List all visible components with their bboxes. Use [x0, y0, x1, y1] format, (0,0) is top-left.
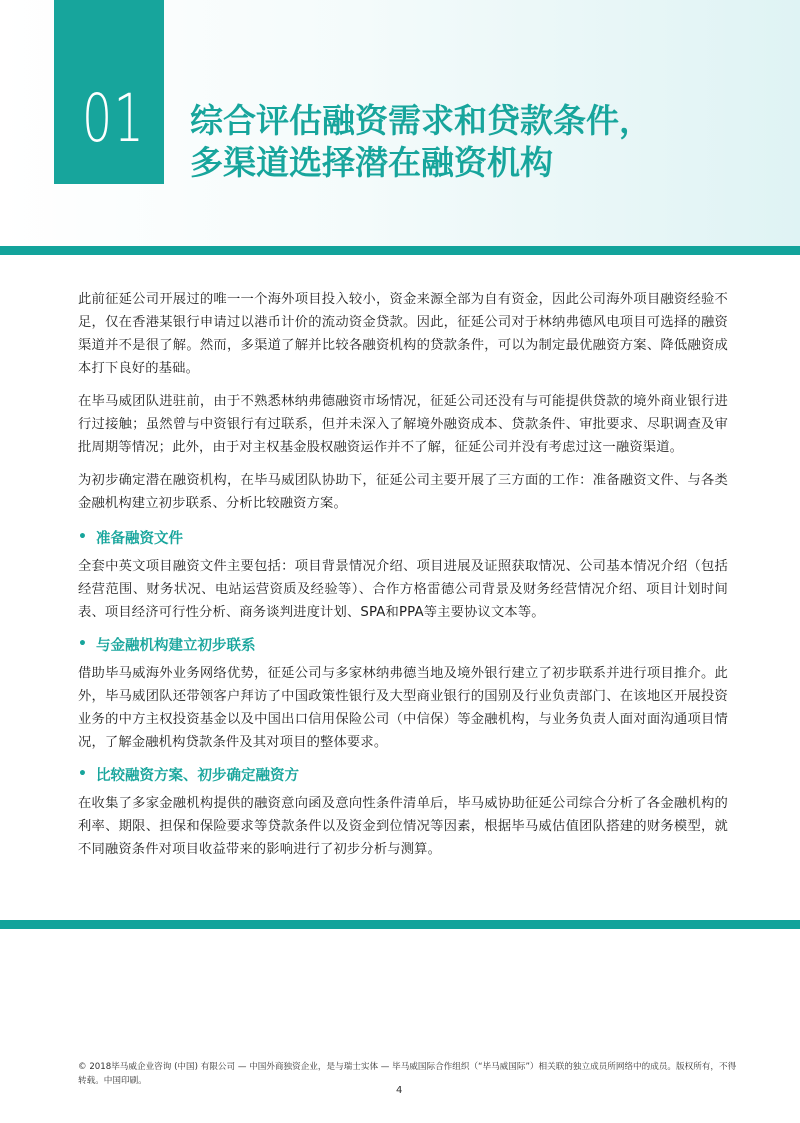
bullet-icon: •	[78, 636, 87, 652]
bottom-divider-bar	[0, 920, 800, 929]
bullet-icon: •	[78, 529, 87, 545]
top-divider-bar	[0, 246, 800, 255]
intro-paragraph-2: 在毕马威团队进驻前，由于不熟悉林纳弗德融资市场情况，征延公司还没有与可能提供贷款的境外商业银行进行过接触；虽然曾与中资银行有过联系，但并未深入了解境外融资成本、贷款条件、审批要求、尽职调查及审批周期等情况；此外，由于对主权基金股权融资运作并不了解，征延公司并没有考虑过这一融资渠道。	[78, 394, 728, 455]
chapter-number: 01	[82, 80, 146, 157]
intro-paragraph-3: 为初步确定潜在融资机构，在毕马威团队协助下，征延公司主要开展了三方面的工作：准备融资文件、与各类金融机构建立初步联系、分析比较融资方案。	[78, 473, 728, 511]
section-heading	[78, 632, 728, 656]
bullet-icon: •	[78, 766, 87, 782]
title-line-1: 综合评估融资需求和贷款条件，	[190, 101, 652, 140]
title-line-2: 多渠道选择潜在融资机构	[190, 143, 553, 182]
section-heading-text: 准备融资文件	[96, 530, 183, 547]
page-title	[190, 100, 770, 184]
section-heading	[78, 525, 728, 549]
section-paragraph: 全套中英文项目融资文件主要包括：项目背景情况介绍、项目进展及证照获取情况、公司基本情况介绍（包括经营范围、财务状况、电站运营资质及经验等）、合作方格雷德公司背景及财务经营情况介绍、项目计划时间表、项目经济可行性分析、商务谈判进度计划、SPA和PPA等主要协议文本等。	[78, 559, 728, 620]
section-heading-text: 比较融资方案、初步确定融资方	[96, 767, 299, 784]
page-number: 4	[396, 1085, 403, 1096]
section-paragraph: 在收集了多家金融机构提供的融资意向函及意向性条件清单后，毕马威协助征延公司综合分析了各金融机构的利率、期限、担保和保险要求等贷款条件以及资金到位情况等因素，根据毕马威估值团队搭建的财务模型，就不同融资条件对项目收益带来的影响进行了初步分析与测算。	[78, 796, 728, 857]
section-paragraph: 借助毕马威海外业务网络优势，征延公司与多家林纳弗德当地及境外银行建立了初步联系并进行项目推介。此外，毕马威团队还带领客户拜访了中国政策性银行及大型商业银行的国别及行业负责部门、在该地区开展投资业务的中方主权投资基金以及中国出口信用保险公司（中信保）等金融机构，与业务负责人面对面沟通项目情况，了解金融机构贷款条件及其对项目的整体要求。	[78, 666, 728, 750]
intro-paragraph-1: 此前征延公司开展过的唯一一个海外项目投入较小，资金来源全部为自有资金，因此公司海外项目融资经验不足，仅在香港某银行申请过以港币计价的流动资金贷款。因此，征延公司对于林纳弗德风电项目可选择的融资渠道并不是很了解。然而，多渠道了解并比较各融资机构的贷款条件，可以为制定最优融资方案、降低融资成本打下良好的基础。	[78, 292, 728, 376]
main-content	[78, 288, 728, 869]
copyright-notice: © 2018毕马威企业咨询 (中国) 有限公司 — 中国外商独资企业，是与瑞士实体 — 毕马威国际合作组织（“毕马威国际”）相关联的独立成员所网络中的成员。版权所有，不得转载。中国印刷。	[78, 1062, 737, 1086]
section-heading-text: 与金融机构建立初步联系	[96, 637, 256, 654]
section-heading	[78, 762, 728, 786]
